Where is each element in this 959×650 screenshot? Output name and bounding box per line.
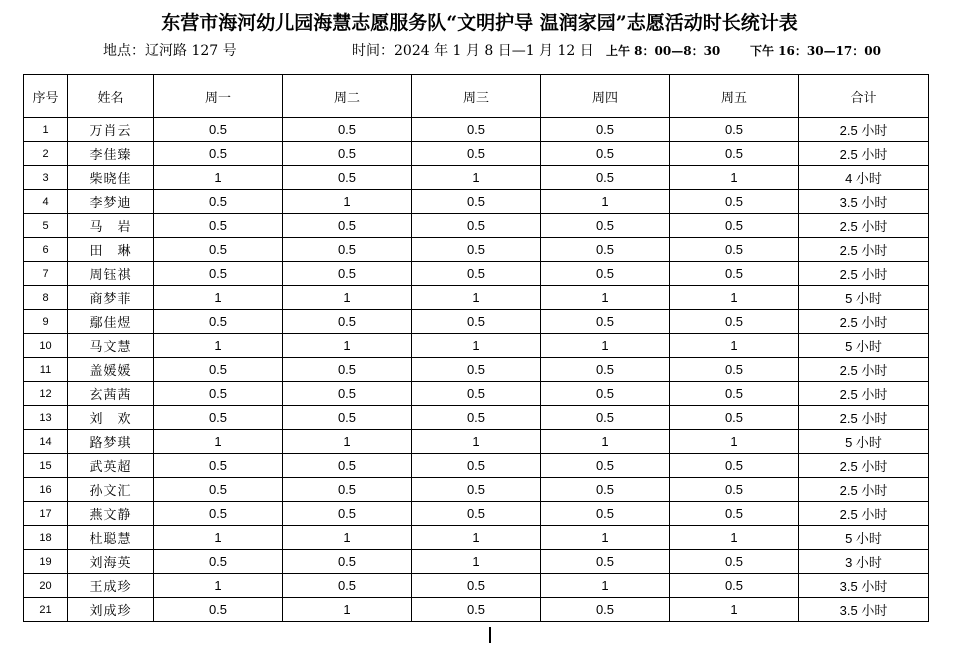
monday-hours: 1 (154, 334, 283, 358)
table-row (24, 454, 929, 478)
thursday-hours: 0.5 (541, 406, 670, 430)
total-hours: 2.5 小时 (799, 310, 929, 334)
row-index: 20 (24, 574, 68, 598)
wednesday-hours: 1 (412, 550, 541, 574)
thursday-hours: 0.5 (541, 238, 670, 262)
friday-hours: 0.5 (670, 142, 799, 166)
row-index: 7 (24, 262, 68, 286)
volunteer-name: 李梦迪 (68, 190, 154, 214)
tuesday-hours: 0.5 (283, 310, 412, 334)
wednesday-hours: 0.5 (412, 238, 541, 262)
tuesday-hours: 0.5 (283, 454, 412, 478)
wednesday-hours: 0.5 (412, 406, 541, 430)
monday-hours: 1 (154, 430, 283, 454)
total-hours: 5 小时 (799, 430, 929, 454)
row-index: 8 (24, 286, 68, 310)
row-index: 11 (24, 358, 68, 382)
volunteer-name: 王成珍 (68, 574, 154, 598)
friday-hours: 0.5 (670, 478, 799, 502)
row-index: 18 (24, 526, 68, 550)
monday-hours: 0.5 (154, 454, 283, 478)
tuesday-hours: 0.5 (283, 406, 412, 430)
thursday-hours: 0.5 (541, 310, 670, 334)
monday-hours: 0.5 (154, 310, 283, 334)
monday-hours: 0.5 (154, 190, 283, 214)
tuesday-hours: 0.5 (283, 214, 412, 238)
total-hours: 3 小时 (799, 550, 929, 574)
total-hours: 2.5 小时 (799, 502, 929, 526)
friday-hours: 0.5 (670, 550, 799, 574)
total-hours: 2.5 小时 (799, 238, 929, 262)
volunteer-name: 玄茜茜 (68, 382, 154, 406)
monday-hours: 0.5 (154, 502, 283, 526)
thursday-hours: 0.5 (541, 214, 670, 238)
row-index: 15 (24, 454, 68, 478)
wednesday-hours: 1 (412, 286, 541, 310)
column-header-friday: 周五 (670, 75, 799, 118)
volunteer-name: 田 琳 (68, 238, 154, 262)
volunteer-name: 万肖云 (68, 118, 154, 142)
volunteer-name: 商梦菲 (68, 286, 154, 310)
morning-shift-label: 上午 8：00—8：30 (606, 44, 721, 58)
volunteer-name: 盖媛媛 (68, 358, 154, 382)
volunteer-name: 武英超 (68, 454, 154, 478)
location-label: 地点：辽河路 127 号 (103, 43, 237, 59)
volunteer-name: 刘成珍 (68, 598, 154, 622)
monday-hours: 0.5 (154, 382, 283, 406)
thursday-hours: 1 (541, 190, 670, 214)
friday-hours: 0.5 (670, 382, 799, 406)
table-row (24, 478, 929, 502)
row-index: 16 (24, 478, 68, 502)
table-row (24, 214, 929, 238)
tuesday-hours: 0.5 (283, 118, 412, 142)
column-header-monday: 周一 (154, 75, 283, 118)
column-header-name: 姓名 (68, 75, 154, 118)
table-row (24, 262, 929, 286)
row-index: 21 (24, 598, 68, 622)
row-index: 19 (24, 550, 68, 574)
thursday-hours: 0.5 (541, 478, 670, 502)
volunteer-name: 路梦琪 (68, 430, 154, 454)
tuesday-hours: 0.5 (283, 142, 412, 166)
text-cursor (489, 627, 491, 643)
table-row (24, 310, 929, 334)
row-index: 2 (24, 142, 68, 166)
afternoon-shift-label: 下午 16：30—17：00 (750, 44, 881, 58)
table-row (24, 382, 929, 406)
thursday-hours: 0.5 (541, 382, 670, 406)
total-hours: 2.5 小时 (799, 214, 929, 238)
volunteer-name: 燕文静 (68, 502, 154, 526)
volunteer-name: 马 岩 (68, 214, 154, 238)
row-index: 13 (24, 406, 68, 430)
thursday-hours: 0.5 (541, 262, 670, 286)
wednesday-hours: 0.5 (412, 502, 541, 526)
monday-hours: 0.5 (154, 118, 283, 142)
table-row (24, 526, 929, 550)
total-hours: 5 小时 (799, 286, 929, 310)
row-index: 1 (24, 118, 68, 142)
monday-hours: 0.5 (154, 238, 283, 262)
table-row (24, 502, 929, 526)
monday-hours: 0.5 (154, 262, 283, 286)
thursday-hours: 0.5 (541, 502, 670, 526)
friday-hours: 1 (670, 286, 799, 310)
column-header-tuesday: 周二 (283, 75, 412, 118)
thursday-hours: 0.5 (541, 454, 670, 478)
total-hours: 2.5 小时 (799, 454, 929, 478)
wednesday-hours: 0.5 (412, 478, 541, 502)
friday-hours: 0.5 (670, 310, 799, 334)
friday-hours: 0.5 (670, 190, 799, 214)
document-title: 东营市海河幼儿园海慧志愿服务队“文明护导 温润家园”志愿活动时长统计表 (161, 12, 798, 34)
total-hours: 2.5 小时 (799, 478, 929, 502)
row-index: 3 (24, 166, 68, 190)
wednesday-hours: 0.5 (412, 598, 541, 622)
column-header-wednesday: 周三 (412, 75, 541, 118)
total-hours: 2.5 小时 (799, 142, 929, 166)
row-index: 9 (24, 310, 68, 334)
friday-hours: 1 (670, 598, 799, 622)
thursday-hours: 1 (541, 430, 670, 454)
total-hours: 4 小时 (799, 166, 929, 190)
table-row (24, 550, 929, 574)
wednesday-hours: 0.5 (412, 358, 541, 382)
table-row (24, 238, 929, 262)
monday-hours: 0.5 (154, 358, 283, 382)
friday-hours: 1 (670, 430, 799, 454)
volunteer-name: 马文慧 (68, 334, 154, 358)
total-hours: 3.5 小时 (799, 574, 929, 598)
time-range-label: 时间：2024 年 1 月 8 日—1 月 12 日 (352, 43, 594, 59)
thursday-hours: 1 (541, 334, 670, 358)
tuesday-hours: 1 (283, 334, 412, 358)
wednesday-hours: 1 (412, 526, 541, 550)
thursday-hours: 1 (541, 574, 670, 598)
total-hours: 5 小时 (799, 526, 929, 550)
wednesday-hours: 0.5 (412, 262, 541, 286)
friday-hours: 0.5 (670, 358, 799, 382)
monday-hours: 0.5 (154, 214, 283, 238)
monday-hours: 0.5 (154, 550, 283, 574)
monday-hours: 1 (154, 526, 283, 550)
table-row (24, 406, 929, 430)
friday-hours: 1 (670, 166, 799, 190)
monday-hours: 0.5 (154, 142, 283, 166)
total-hours: 2.5 小时 (799, 358, 929, 382)
wednesday-hours: 0.5 (412, 190, 541, 214)
volunteer-name: 周钰祺 (68, 262, 154, 286)
friday-hours: 1 (670, 526, 799, 550)
wednesday-hours: 0.5 (412, 310, 541, 334)
monday-hours: 1 (154, 166, 283, 190)
table-row (24, 574, 929, 598)
row-index: 12 (24, 382, 68, 406)
tuesday-hours: 0.5 (283, 358, 412, 382)
tuesday-hours: 0.5 (283, 574, 412, 598)
total-hours: 3.5 小时 (799, 190, 929, 214)
total-hours: 2.5 小时 (799, 118, 929, 142)
wednesday-hours: 0.5 (412, 142, 541, 166)
total-hours: 2.5 小时 (799, 406, 929, 430)
volunteer-name: 鄢佳煜 (68, 310, 154, 334)
table-body (24, 118, 929, 622)
row-index: 6 (24, 238, 68, 262)
friday-hours: 0.5 (670, 454, 799, 478)
table-row (24, 118, 929, 142)
row-index: 17 (24, 502, 68, 526)
tuesday-hours: 1 (283, 190, 412, 214)
thursday-hours: 1 (541, 526, 670, 550)
wednesday-hours: 0.5 (412, 574, 541, 598)
row-index: 10 (24, 334, 68, 358)
wednesday-hours: 0.5 (412, 214, 541, 238)
total-hours: 5 小时 (799, 334, 929, 358)
table-row (24, 142, 929, 166)
tuesday-hours: 0.5 (283, 550, 412, 574)
monday-hours: 1 (154, 286, 283, 310)
column-header-total: 合计 (799, 75, 929, 118)
friday-hours: 0.5 (670, 214, 799, 238)
volunteer-name: 孙文汇 (68, 478, 154, 502)
volunteer-name: 刘海英 (68, 550, 154, 574)
monday-hours: 1 (154, 574, 283, 598)
monday-hours: 0.5 (154, 598, 283, 622)
friday-hours: 1 (670, 334, 799, 358)
tuesday-hours: 1 (283, 430, 412, 454)
monday-hours: 0.5 (154, 478, 283, 502)
volunteer-name: 刘 欢 (68, 406, 154, 430)
table-header-row (24, 75, 929, 118)
table-row (24, 166, 929, 190)
column-header-index: 序号 (24, 75, 68, 118)
table-row (24, 286, 929, 310)
tuesday-hours: 1 (283, 286, 412, 310)
monday-hours: 0.5 (154, 406, 283, 430)
friday-hours: 0.5 (670, 118, 799, 142)
thursday-hours: 0.5 (541, 118, 670, 142)
total-hours: 2.5 小时 (799, 382, 929, 406)
table-row (24, 358, 929, 382)
wednesday-hours: 0.5 (412, 118, 541, 142)
table-row (24, 430, 929, 454)
row-index: 5 (24, 214, 68, 238)
column-header-thursday: 周四 (541, 75, 670, 118)
friday-hours: 0.5 (670, 574, 799, 598)
row-index: 14 (24, 430, 68, 454)
friday-hours: 0.5 (670, 502, 799, 526)
table-row (24, 190, 929, 214)
total-hours: 2.5 小时 (799, 262, 929, 286)
thursday-hours: 0.5 (541, 142, 670, 166)
thursday-hours: 0.5 (541, 358, 670, 382)
wednesday-hours: 1 (412, 334, 541, 358)
friday-hours: 0.5 (670, 238, 799, 262)
thursday-hours: 0.5 (541, 166, 670, 190)
wednesday-hours: 1 (412, 430, 541, 454)
tuesday-hours: 0.5 (283, 502, 412, 526)
row-index: 4 (24, 190, 68, 214)
tuesday-hours: 0.5 (283, 478, 412, 502)
tuesday-hours: 0.5 (283, 262, 412, 286)
volunteer-name: 杜聪慧 (68, 526, 154, 550)
table-row (24, 334, 929, 358)
table-row (24, 598, 929, 622)
thursday-hours: 0.5 (541, 550, 670, 574)
tuesday-hours: 1 (283, 598, 412, 622)
tuesday-hours: 1 (283, 526, 412, 550)
total-hours: 3.5 小时 (799, 598, 929, 622)
volunteer-hours-table (23, 74, 929, 622)
thursday-hours: 1 (541, 286, 670, 310)
tuesday-hours: 0.5 (283, 238, 412, 262)
thursday-hours: 0.5 (541, 598, 670, 622)
wednesday-hours: 0.5 (412, 382, 541, 406)
wednesday-hours: 0.5 (412, 454, 541, 478)
tuesday-hours: 0.5 (283, 166, 412, 190)
volunteer-name: 柴晓佳 (68, 166, 154, 190)
tuesday-hours: 0.5 (283, 382, 412, 406)
volunteer-name: 李佳臻 (68, 142, 154, 166)
friday-hours: 0.5 (670, 262, 799, 286)
wednesday-hours: 1 (412, 166, 541, 190)
friday-hours: 0.5 (670, 406, 799, 430)
